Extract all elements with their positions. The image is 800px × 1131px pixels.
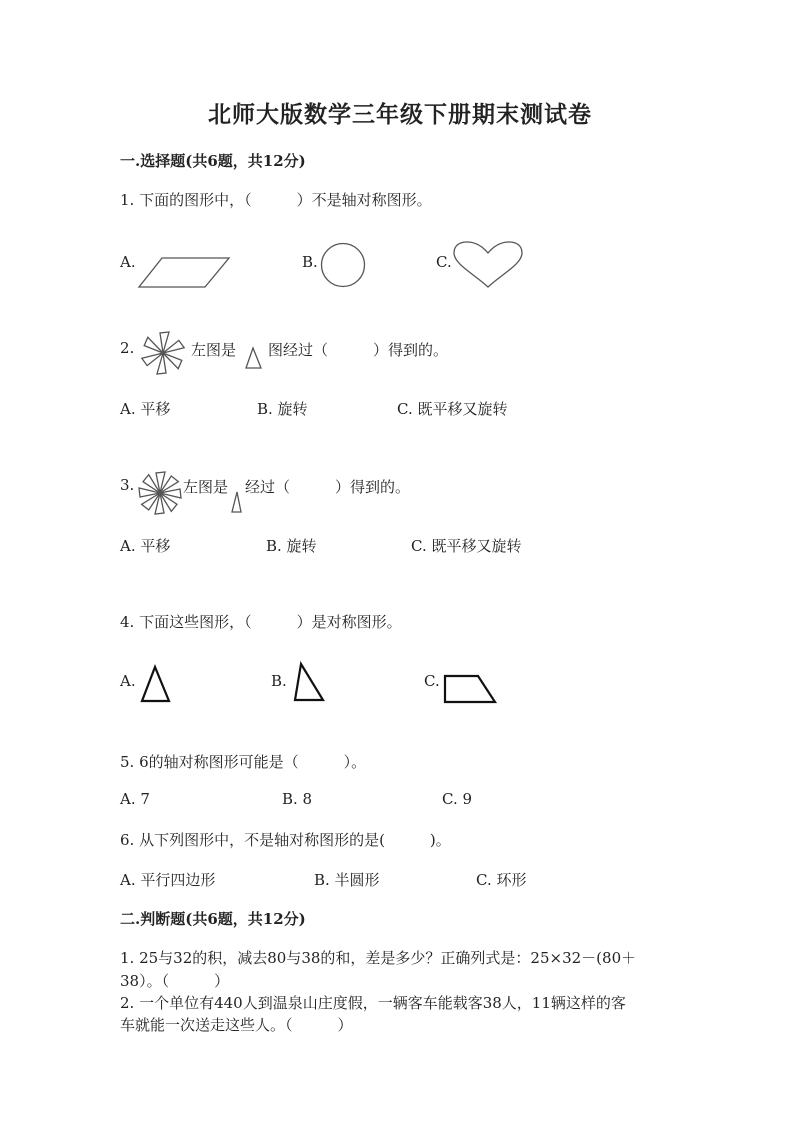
q1-option-b-label: B. [302,253,318,271]
q5-option-c: C. 9 [442,790,473,808]
heart-figure [452,240,524,290]
q6-option-a: A. 平行四边形 [120,871,216,889]
q6-option-c: C. 环形 [476,871,527,889]
judgement-2-line-1: 2. 一个单位有440人到温泉山庄度假，一辆客车能载客38人，11辆这样的客 [120,994,626,1012]
scalene-triangle-figure [293,662,327,704]
q5-option-a: A. 7 [120,790,150,808]
pinwheel-figure [140,330,186,376]
q2-text-a: 左图是 [191,341,237,359]
q5-option-b: B. 8 [282,790,313,808]
q1-option-a-label: A. [120,253,136,271]
q3-option-c: C. 既平移又旋转 [411,537,522,555]
judgement-1-line-2: 38）。（ ） [120,972,230,990]
question-6-text: 6. 从下列图形中，不是轴对称图形的是( )。 [120,831,451,849]
q6-option-b: B. 半圆形 [314,871,380,889]
q2-option-a: A. 平移 [120,400,171,418]
q2-text-b: 图经过（ ）得到的。 [268,341,449,359]
section-heading-judgement: 二.判断题(共6题，共12分) [120,910,306,928]
section-heading-choice: 一.选择题(共6题，共12分) [120,152,306,170]
question-5-text: 5. 6的轴对称图形可能是（ ）。 [120,753,367,771]
q3-option-a: A. 平移 [120,537,171,555]
q2-option-c: C. 既平移又旋转 [397,400,508,418]
q3-number: 3. [120,476,135,494]
judgement-2-line-2: 车就能一次送走这些人。（ ） [120,1016,353,1034]
q4-option-b-label: B. [271,672,287,690]
q4-option-a-label: A. [120,672,136,690]
circle-figure [320,241,366,289]
q1-option-c-label: C. [436,253,452,271]
triangle-small-figure [244,346,264,370]
q3-option-b: B. 旋转 [266,537,317,555]
narrow-triangle-figure [229,490,245,514]
q3-text-a: 左图是 [183,478,229,496]
q2-number: 2. [120,339,135,357]
parallelogram-figure [138,257,232,289]
q4-option-c-label: C. [424,672,440,690]
trapezoid-figure [443,674,499,706]
judgement-1-line-1: 1. 25与32的积，减去80与38的和，差是多少？正确列式是：25×32－(80＋ [120,949,637,967]
page-title: 北师大版数学三年级下册期末测试卷 [208,101,592,128]
q3-text-b: 经过（ ）得到的。 [245,478,411,496]
q2-option-b: B. 旋转 [257,400,308,418]
question-4-text: 4. 下面这些图形，（ ）是对称图形。 [120,613,402,631]
isosceles-triangle-figure [140,665,172,705]
question-1-text: 1. 下面的图形中，（ ）不是轴对称图形。 [120,191,432,209]
pinwheel-figure-2 [137,470,183,516]
